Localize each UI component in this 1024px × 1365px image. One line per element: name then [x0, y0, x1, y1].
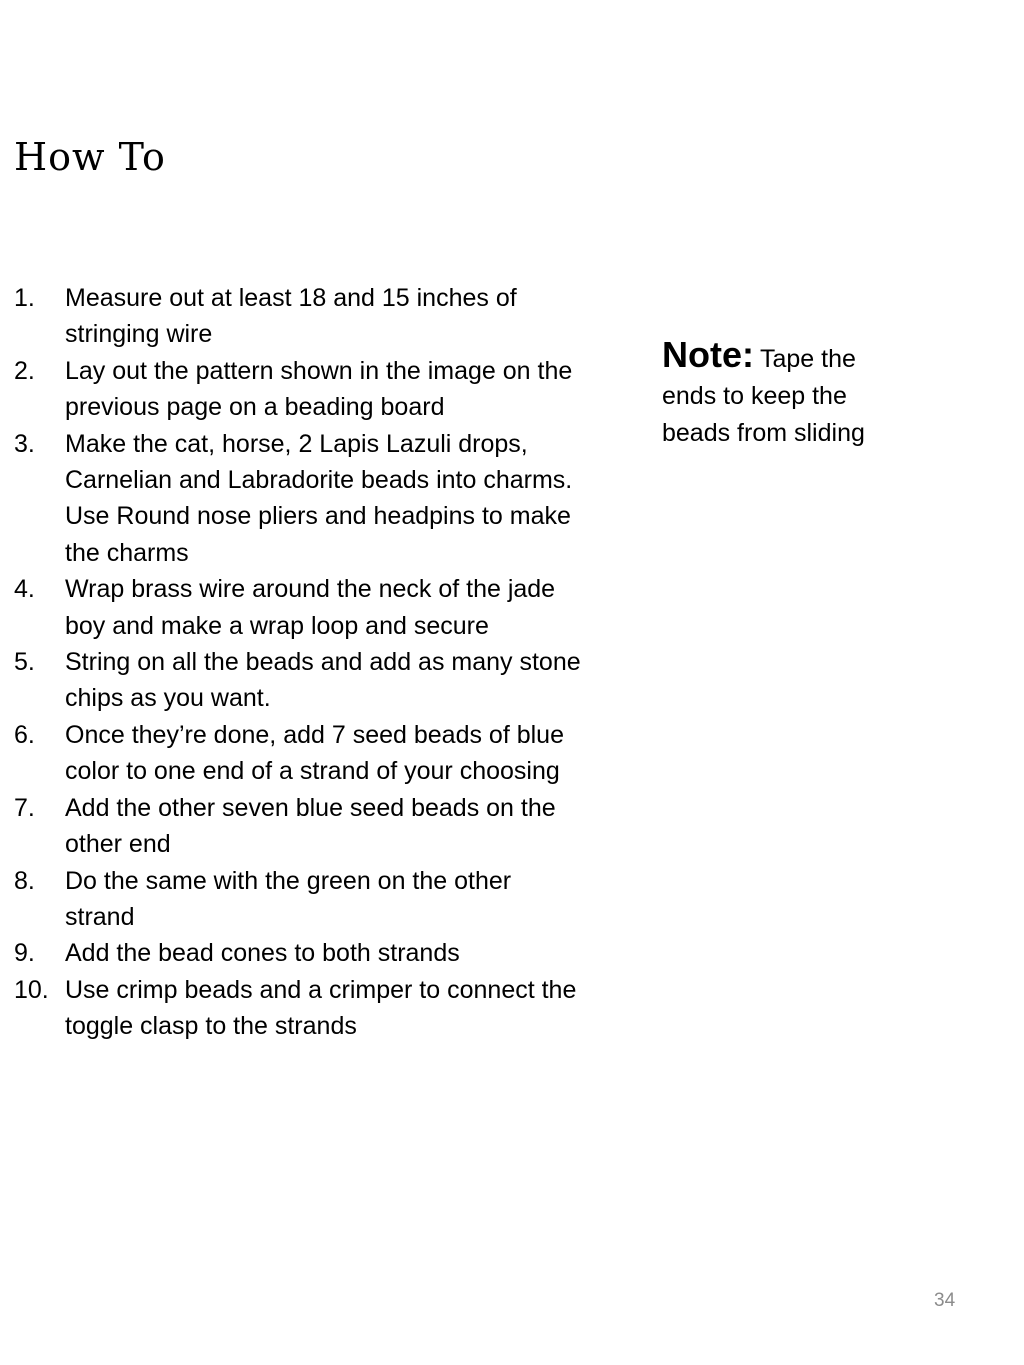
step-item — [14, 935, 584, 971]
step-number: 3. — [14, 429, 35, 458]
step-text: Do the same with the green on the other strand — [65, 866, 512, 931]
step-text: Wrap brass wire around the neck of the jade boy and make a wrap loop and secure — [65, 575, 556, 640]
step-number: 8. — [14, 866, 35, 895]
steps-list — [14, 280, 584, 1045]
step-text: String on all the beads and add as many stone chips as you want. — [65, 648, 581, 713]
step-item — [14, 717, 584, 790]
step-text: Use crimp beads and a crimper to connect the toggle clasp to the strands — [65, 975, 577, 1041]
step-text: Lay out the pattern shown in the image on the previous page on a beading board — [65, 356, 573, 422]
step-number: 6. — [14, 720, 35, 749]
step-item — [14, 790, 584, 863]
step-text: Add the bead cones to both strands — [65, 939, 460, 968]
note-text: Tape the ends to keep the beads from sliding — [662, 345, 865, 447]
note-box — [662, 336, 912, 452]
step-text: Measure out at least 18 and 15 inches of stringing wire — [65, 284, 517, 349]
step-number: 4. — [14, 575, 35, 604]
step-text: Add the other seven blue seed beads on the other end — [65, 793, 556, 859]
step-item — [14, 644, 584, 717]
step-number: 5. — [14, 648, 35, 677]
step-number: 2. — [14, 356, 35, 385]
page-title: How To — [14, 135, 166, 179]
step-number: 7. — [14, 793, 35, 822]
page-number: 34 — [934, 1290, 956, 1311]
step-item — [14, 863, 584, 936]
step-number: 1. — [14, 284, 35, 312]
step-text: Make the cat, horse, 2 Lapis Lazuli drops, Carnelian and Labradorite beads into charms. Use Round nose pliers and headpins to make the charms — [65, 429, 573, 567]
step-item — [14, 426, 584, 572]
note-label: Note: — [662, 334, 754, 375]
step-number: 9. — [14, 939, 35, 968]
step-item — [14, 972, 584, 1045]
step-text: Once they’re done, add 7 seed beads of blue color to one end of a strand of your choosing — [65, 720, 564, 786]
step-number: 10. — [14, 975, 49, 1004]
step-item — [14, 353, 584, 426]
step-item — [14, 280, 584, 353]
step-item — [14, 571, 584, 644]
